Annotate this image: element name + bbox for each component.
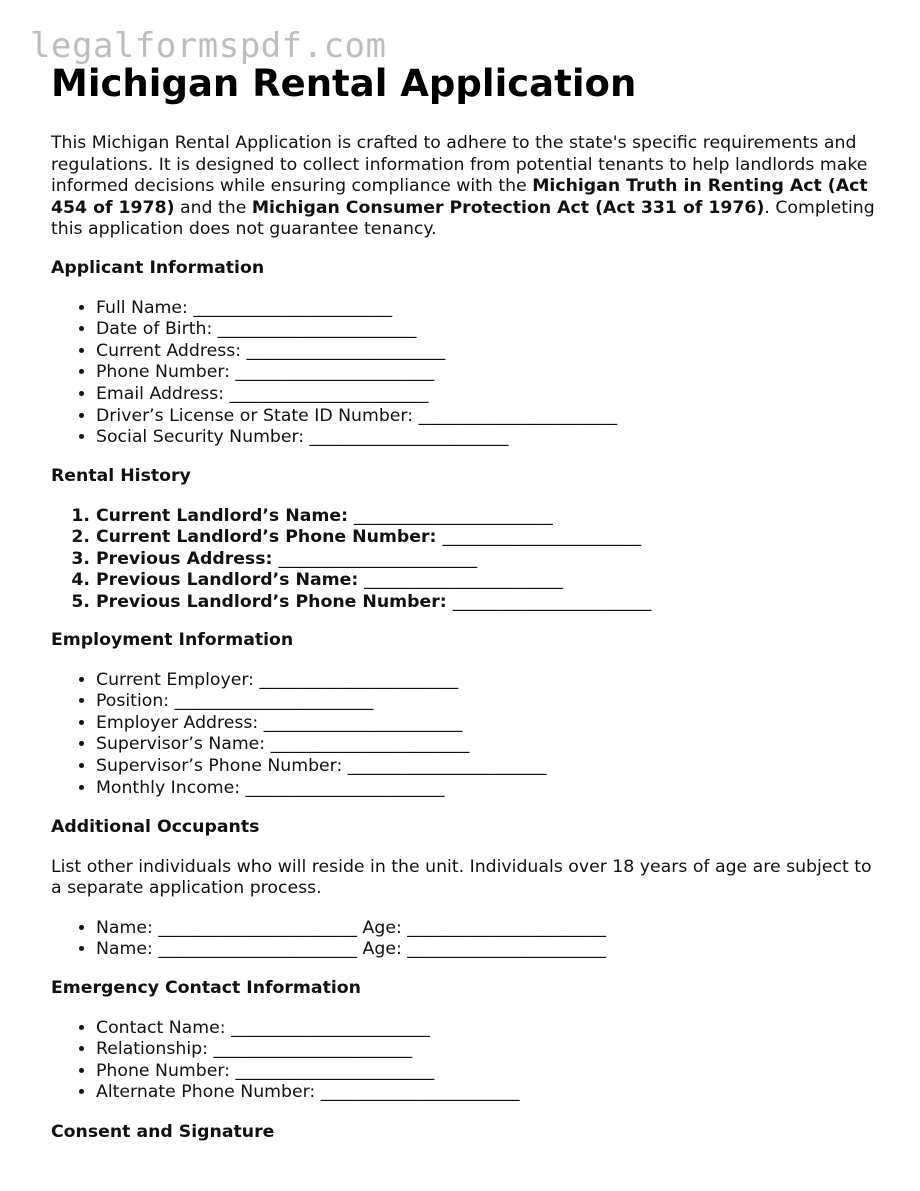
emergency-field-list: [51, 1018, 881, 1104]
occupant-row: • Name: _______________________ Age: _______________________: [96, 918, 881, 940]
employment-heading: Employment Information: [51, 630, 294, 650]
blank-line[interactable]: _______________________: [354, 505, 553, 526]
occupants-list: [51, 918, 881, 961]
field-phone-number: • Phone Number: _______________________: [96, 362, 881, 384]
watermark: legalformspdf.com: [30, 26, 387, 66]
field-previous-landlord-phone: 5. Previous Landlord’s Phone Number: _______________________: [96, 592, 881, 614]
field-current-address: • Current Address: _______________________: [96, 341, 881, 363]
blank-line[interactable]: _______________________: [364, 570, 564, 591]
blank-line[interactable]: _______________________: [259, 669, 459, 690]
field-previous-address: 3. Previous Address: _______________________: [96, 549, 881, 571]
emergency-heading: Emergency Contact Information: [51, 978, 361, 998]
blank-line[interactable]: _______________________: [270, 734, 470, 755]
blank-line[interactable]: _______________________: [158, 917, 358, 938]
intro-text-1: This Michigan Rental Application is crafted to adhere to the state's specific requirements and regulations. It is designed to collect information from potential tenants to help landlords make informed decisions while ensuring compliance with the: [51, 133, 868, 197]
blank-line[interactable]: _______________________: [235, 362, 435, 383]
blank-line[interactable]: _______________________: [246, 340, 446, 361]
employment-field-list: [51, 670, 881, 800]
blank-line[interactable]: _______________________: [278, 548, 478, 569]
blank-line[interactable]: _______________________: [407, 917, 607, 938]
page-title: Michigan Rental Application: [51, 62, 637, 105]
blank-line[interactable]: _______________________: [158, 939, 358, 960]
blank-line[interactable]: _______________________: [407, 939, 607, 960]
blank-line[interactable]: _______________________: [231, 1017, 430, 1038]
occupants-section: [51, 817, 881, 961]
intro-text-3: . Completing this application does not guarantee tenancy.: [51, 197, 875, 240]
field-position: • Position: _______________________: [96, 691, 881, 713]
occupant-row: • Name: _______________________ Age: _______________________: [96, 939, 881, 961]
consent-section: [51, 1122, 881, 1144]
rental-history-list: [51, 506, 881, 614]
field-supervisor-phone: • Supervisor’s Phone Number: _______________________: [96, 756, 881, 778]
field-current-landlord-name: 1. Current Landlord’s Name: _______________________: [96, 506, 881, 528]
blank-line[interactable]: _______________________: [347, 755, 547, 776]
emergency-section: [51, 978, 881, 1104]
applicant-heading: Applicant Information: [51, 258, 265, 278]
field-relationship: • Relationship: _______________________: [96, 1039, 881, 1061]
blank-line[interactable]: _______________________: [217, 319, 417, 340]
blank-line[interactable]: _______________________: [452, 591, 652, 612]
field-current-landlord-phone: 2. Current Landlord’s Phone Number: _______________________: [96, 527, 881, 549]
intro-text-2: and the: [174, 197, 252, 218]
field-previous-landlord-name: 4. Previous Landlord’s Name: _______________________: [96, 570, 881, 592]
occupants-heading: Additional Occupants: [51, 817, 260, 837]
field-alternate-phone: • Alternate Phone Number: _______________________: [96, 1082, 881, 1104]
field-date-of-birth: • Date of Birth: _______________________: [96, 319, 881, 341]
rental-history-section: [51, 466, 881, 614]
blank-line[interactable]: _______________________: [418, 405, 618, 426]
field-full-name: • Full Name: _______________________: [96, 298, 881, 320]
intro-paragraph: [51, 133, 881, 241]
occupants-note: List other individuals who will reside in the unit. Individuals over 18 years of age are subject to a separate application process.: [51, 856, 872, 899]
blank-line[interactable]: _______________________: [320, 1082, 520, 1103]
blank-line[interactable]: _______________________: [245, 777, 445, 798]
blank-line[interactable]: _______________________: [193, 297, 393, 318]
field-email-address: • Email Address: _______________________: [96, 384, 881, 406]
field-monthly-income: • Monthly Income: _______________________: [96, 778, 881, 800]
blank-line[interactable]: _______________________: [442, 527, 642, 548]
field-supervisor-name: • Supervisor’s Name: _______________________: [96, 734, 881, 756]
rental-history-heading: Rental History: [51, 466, 191, 486]
applicant-section: [51, 258, 881, 449]
applicant-field-list: [51, 298, 881, 449]
consent-heading: Consent and Signature: [51, 1122, 275, 1142]
blank-line[interactable]: _______________________: [174, 691, 374, 712]
intro-act-consumer-protection: Michigan Consumer Protection Act (Act 331 of 1976): [251, 197, 765, 218]
field-ssn: • Social Security Number: _______________________: [96, 427, 881, 449]
employment-section: [51, 630, 881, 799]
field-contact-name: • Contact Name: _______________________: [96, 1018, 881, 1040]
field-current-employer: • Current Employer: _______________________: [96, 670, 881, 692]
field-employer-address: • Employer Address: _______________________: [96, 713, 881, 735]
blank-line[interactable]: _______________________: [229, 383, 429, 404]
field-license-id: • Driver’s License or State ID Number: _______________________: [96, 406, 881, 428]
field-emergency-phone: • Phone Number: _______________________: [96, 1061, 881, 1083]
blank-line[interactable]: _______________________: [213, 1039, 413, 1060]
blank-line[interactable]: _______________________: [235, 1060, 435, 1081]
intro-act-truth-in-renting: Michigan Truth in Renting Act (Act 454 of 1978): [51, 176, 868, 218]
blank-line[interactable]: _______________________: [263, 712, 463, 733]
blank-line[interactable]: _______________________: [309, 427, 509, 448]
